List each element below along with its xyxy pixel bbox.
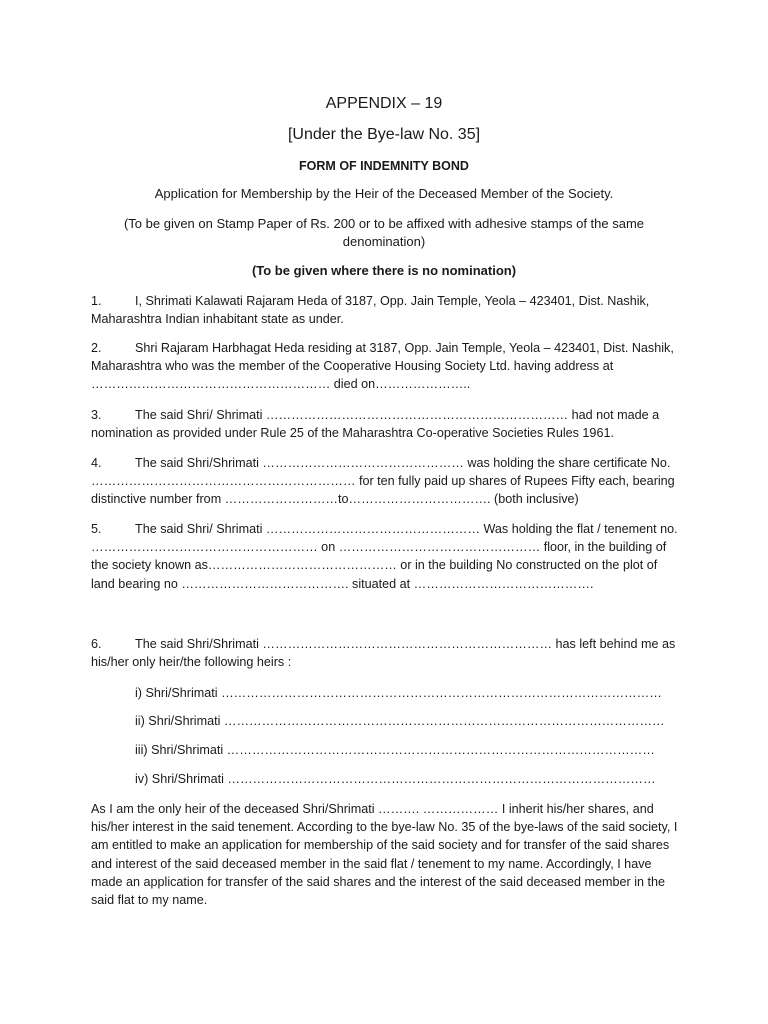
stamp-note: (To be given on Stamp Paper of Rs. 200 or to be affixed with adhesive stamps of the same denomination) (123, 216, 645, 249)
heir-line-1: i) Shri/Shrimati …………………………………………………………………………………………… (135, 686, 662, 700)
paragraph-3 (91, 406, 681, 442)
paragraph-text: The said Shri/Shrimati ………………………………………… was holding the share certificate No. ……………………………………………………… for ten fully paid up shares of Rupees Fifty each, bearing distinctive number from ………………………to……………………………. (both inclusive) (91, 456, 675, 507)
paragraph-text: The said Shri/ Shrimati …………………………………………… Was holding the flat / tenement no. ……………………………………………… on ………………………………………… floor, in the building of the society known as……………………………………… or in the building No constructed on the plot of land bearing no …………………………………. situated at ……………………………………. (91, 522, 678, 591)
paragraph-number: 1. (91, 294, 102, 308)
paragraph-number: 3. (91, 408, 102, 422)
paragraph-5 (91, 520, 681, 593)
paragraph-text: I, Shrimati Kalawati Rajaram Heda of 3187, Opp. Jain Temple, Yeola – 423401, Dist. Nashik, Maharashtra Indian inhabitant state as under. (91, 294, 650, 327)
no-nomination-note: (To be given where there is no nomination) (251, 263, 517, 278)
heir-line-3: iii) Shri/Shrimati ………………………………………………………………………………………… (135, 743, 655, 757)
heir-line-2: ii) Shri/Shrimati …………………………………………………………………………………………… (135, 714, 665, 728)
paragraph-number: 2. (91, 341, 102, 355)
paragraph-text: The said Shri/ Shrimati ……………………………………………………………… had not made a nomination as provided under Rule 25 of the Maharashtra Co-operative Societies Rules 1961. (91, 408, 660, 441)
heir-line-4: iv) Shri/Shrimati ………………………………………………………………………………………… (135, 772, 656, 786)
application-subtitle: Application for Membership by the Heir of the Deceased Member of the Society. (154, 186, 614, 201)
paragraph-number: 6. (91, 637, 102, 651)
form-title: FORM OF INDEMNITY BOND (299, 159, 469, 173)
paragraph-number: 5. (91, 522, 102, 536)
paragraph-1 (91, 292, 681, 328)
byelaw-heading: [Under the Bye-law No. 35] (287, 126, 481, 143)
paragraph-number: 4. (91, 456, 102, 470)
closing-paragraph: As I am the only heir of the deceased Shri/Shrimati ………. ……………… I inherit his/her shares, and his/her interest in the said tenement. According to the bye-law No. 35 of the bye-laws of the said society, I am entitled to make an application for membership of the said society and for transfer of the said shares and interest of the said deceased member in the said flat / tenement to my name. Accordingly, I have made an application for transfer of the said shares and the interest of the said deceased member in the said flat to my name. (91, 802, 678, 908)
paragraph-4 (91, 454, 681, 509)
paragraph-6 (91, 635, 681, 671)
paragraph-2 (91, 339, 681, 394)
paragraph-text: Shri Rajaram Harbhagat Heda residing at 3187, Opp. Jain Temple, Yeola – 423401, Dist. Nashik, Maharashtra who was the member of the Cooperative Housing Society Ltd. having address at ………………………………………………… died on………………….. (91, 341, 674, 392)
paragraph-text: The said Shri/Shrimati …………………………………………………………… has left behind me as his/her only heir/the following heirs : (91, 637, 676, 670)
appendix-heading: APPENDIX – 19 (325, 95, 443, 112)
